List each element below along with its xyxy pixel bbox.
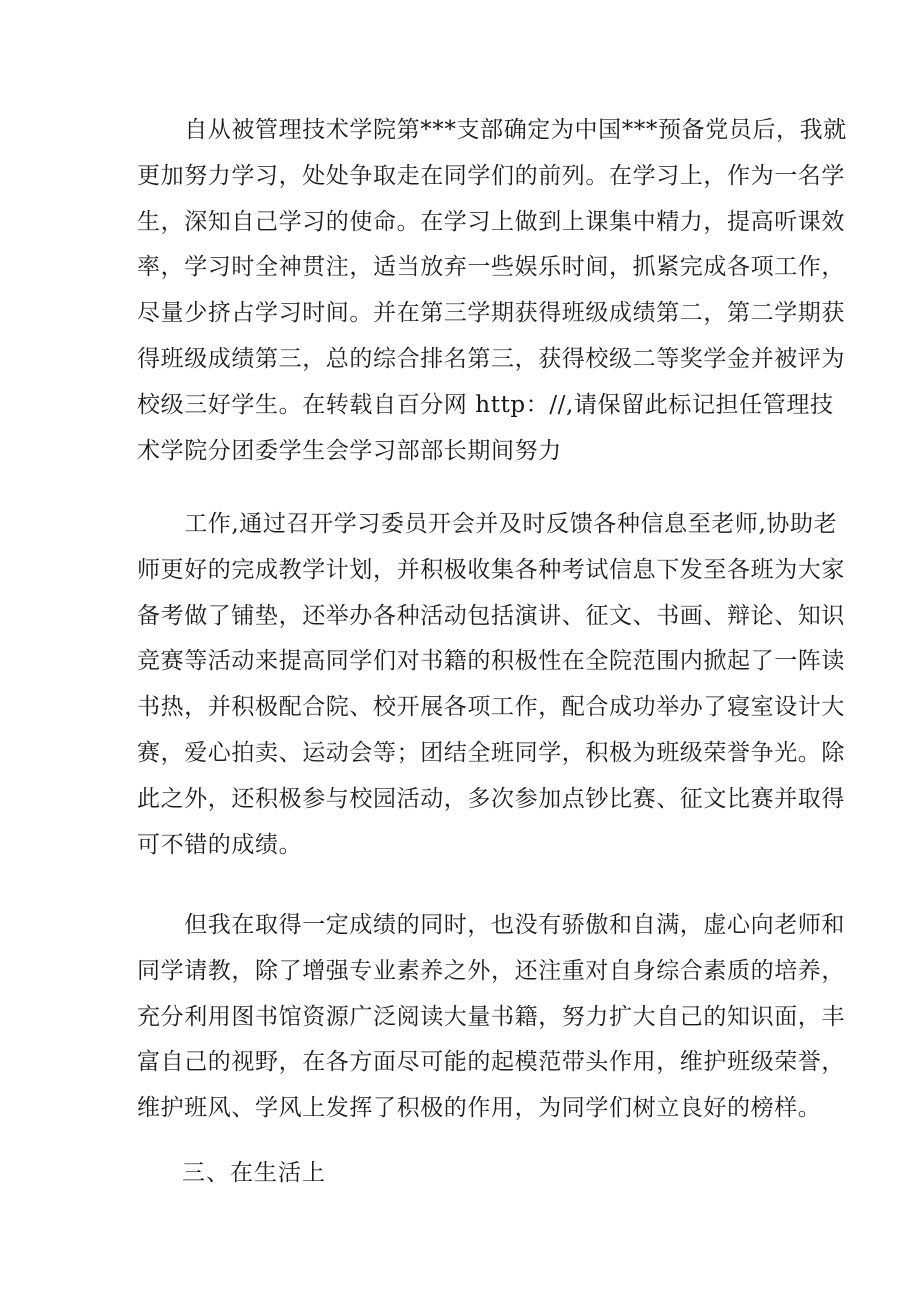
text-line: 自从被管理技术学院第***支部确定为中国***预备党员后，我就 [137,117,847,143]
text-line: 充分利用图书馆资源广泛阅读大量书籍，努力扩大自己的知识面，丰 [137,1003,845,1030]
text-line: 可不错的成绩。 [137,831,303,858]
paragraph-3 [137,903,845,1132]
text-line: 更加努力学习，处处争取走在同学们的前列。在学习上，作为一名学 [137,162,845,189]
text-line: 工作,通过召开学习委员开会并及时反馈各种信息至老师,协助老 [137,511,838,537]
text-line: 同学请教，除了增强专业素养之外，还注重对自身综合素质的培养， [137,957,845,984]
paragraph-2 [137,502,845,868]
text-line: 赛，爱心拍卖、运动会等；团结全班同学，积极为班级荣誉争光。除 [137,739,845,766]
text-line: 但我在取得一定成绩的同时，也没有骄傲和自满，虚心向老师和 [137,912,845,938]
text-line: 师更好的完成教学计划，并积极收集各种考试信息下发至各班为大家 [137,556,845,583]
text-line: 率，学习时全神贯注，适当放弃一些娱乐时间，抓紧完成各项工作， [137,254,845,281]
text-line: 尽量少挤占学习时间。并在第三学期获得班级成绩第二，第二学期获 [137,300,845,327]
section-heading: 三、在生活上 [182,1160,326,1186]
text-line: 富自己的视野，在各方面尽可能的起模范带头作用，维护班级荣誉， [137,1049,845,1076]
text-line: 生，深知自己学习的使命。在学习上做到上课集中精力，提高听课效 [137,208,845,235]
text-line: 维护班风、学风上发挥了积极的作用，为同学们树立良好的榜样。 [137,1095,822,1122]
text-line: 备考做了铺垫，还举办各种活动包括演讲、征文、书画、辩论、知识 [137,602,845,629]
text-line: 术学院分团委学生会学习部部长期间努力 [137,437,562,464]
text-line: 得班级成绩第三，总的综合排名第三，获得校级二等奖学金并被评为 [137,345,845,372]
text-line: 书热，并积极配合院、校开展各项工作，配合成功举办了寝室设计大 [137,694,845,721]
text-line: 此之外，还积极参与校园活动，多次参加点钞比赛、征文比赛并取得 [137,785,845,812]
paragraph-1 [137,108,847,474]
text-line: 竞赛等活动来提高同学们对书籍的积极性在全院范围内掀起了一阵读 [137,648,845,675]
text-line: 校级三好学生。在转载自百分网 http：//,请保留此标记担任管理技 [137,391,834,418]
